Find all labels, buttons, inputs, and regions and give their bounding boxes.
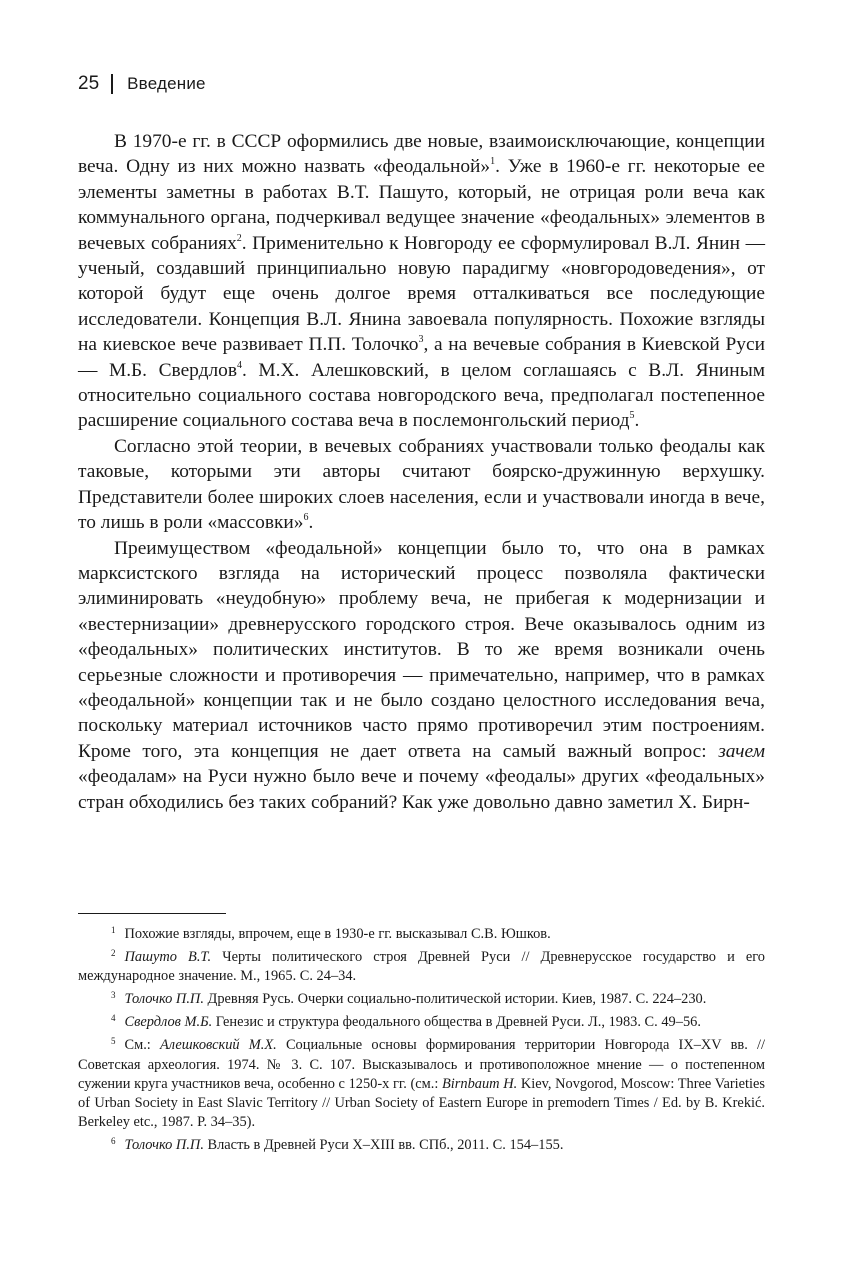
footnote-mark: 5 xyxy=(111,1036,116,1047)
paragraph-3 xyxy=(78,536,765,815)
footnote-6 xyxy=(78,1132,765,1155)
p1-text-f: . xyxy=(634,410,640,432)
p1-text-b: . Уже в 1960-е гг. некоторые ее элементы заметны в работах В.Т. Пашуто, который, не отрицая роли веча как коммунального органа, подчеркивал ведущее значение «феодальных» элементов в вечевых собраниях xyxy=(78,156,766,254)
footnote-text: Власть в Древней Руси X–XIII вв. СПб., 2011. С. 154–155. xyxy=(203,1136,564,1153)
footnote-text: Похожие взгляды, впрочем, еще в 1930-е гг. высказывал С.В. Юшков. xyxy=(124,926,551,942)
footnote-author-2: Birnbaum H. xyxy=(441,1075,518,1092)
p1-text-e: . М.Х. Алешковский, в целом соглашаясь с В.Л. Яниным относительно социального состава новгородского веча, предполагал постепенное расширение социального состава веча в послемонгольский период xyxy=(78,359,765,432)
paragraph-1 xyxy=(78,129,765,434)
footnote-author: Толочко П.П. xyxy=(124,991,204,1008)
footnote-3 xyxy=(78,986,765,1009)
footnote-mark: 1 xyxy=(111,925,116,935)
p1-text-a: В 1970-е гг. в СССР оформились две новые, взаимоисключающие, концепции веча. Одну из них можно назвать «феодальной» xyxy=(78,131,765,178)
main-text xyxy=(78,129,765,815)
footnote-1 xyxy=(78,921,765,944)
footnote-prefix: См.: xyxy=(124,1037,160,1054)
footnotes xyxy=(78,921,765,1155)
p1-text-c: . Применительно к Новгороду ее сформулировал В.Л. Янин — ученый, создавший принципиально новую парадигму «новгородоведения», от которой будут еще очень долгое время отталкиваться все последующие исследователи. Концепция В.Л. Янина завоевала популярность. Похожие взгляды на киевское вече развивает П.П. Толочко xyxy=(78,232,765,356)
p3-text-a: Преимуществом «феодальной» концепции было то, что она в рамках марксистского взгляда на исторический процесс позволяла фактически элиминировать «неудобную» проблему веча, не прибегая к модернизации и «вестернизации» древнерусского городского строя. Вече оказывалось одним из «феодальных» политических институтов. В то же время возникали очень серьезные сложности и противоречия — примечательно, например, что в рамках «феодальной» концепции так и не было создано целостного исследования веча, поскольку материал источников часто прямо противоречил этим построениям. Кроме того, эта концепция не дает ответа на самый важный вопрос: xyxy=(78,537,765,762)
footnote-2 xyxy=(78,944,765,986)
section-title: Введение xyxy=(127,74,206,93)
footnote-author: Толочко П.П. xyxy=(124,1136,204,1153)
footnote-5 xyxy=(78,1032,765,1131)
footnote-text-2: Kiev, Novgorod, Moscow: Three Varieties of Urban Society in East Slavic Territory // Urban Society of Eastern Europe in premodern Times / Ed. by B. Krekić. Berkeley etc., 1987. P. 34–35). xyxy=(78,1075,765,1130)
footnote-author: Свердлов М.Б. xyxy=(124,1014,213,1031)
footnote-ref-1[interactable]: 1 xyxy=(490,156,496,168)
p3-italic-word: зачем xyxy=(718,740,765,762)
page-number: 25 xyxy=(78,73,100,94)
footnote-mark: 6 xyxy=(111,1135,116,1146)
footnote-mark: 3 xyxy=(111,990,116,1001)
footnote-separator xyxy=(78,913,226,914)
footnote-ref-5[interactable]: 5 xyxy=(629,410,635,422)
footnote-text: Генезис и структура феодального общества в Древней Руси. Л., 1983. С. 49–56. xyxy=(212,1014,701,1031)
footnote-ref-4[interactable]: 4 xyxy=(237,359,243,371)
p2-text-b: . xyxy=(308,512,314,534)
paragraph-2 xyxy=(78,434,765,536)
footnote-4 xyxy=(78,1009,765,1032)
footnote-ref-6[interactable]: 6 xyxy=(303,512,309,524)
footnote-author: Пашуто В.Т. xyxy=(124,949,212,966)
footnote-mark: 4 xyxy=(111,1013,116,1024)
footnote-text: Социальные основы формирования территории Новгорода IX–XV вв. // Советская археология. 1974. № 3. С. 107. Высказывалось и противоположное мнение — о постепенном сужении круга участников веча, особенно с 1250-х гг. (см.: xyxy=(78,1037,765,1092)
footnote-text: Черты политического строя Древней Руси // Древнерусское государство и его международное значение. М., 1965. С. 24–34. xyxy=(78,949,766,985)
footnote-ref-3[interactable]: 3 xyxy=(418,334,424,346)
running-head xyxy=(78,72,206,96)
header-divider xyxy=(111,74,113,94)
footnote-author: Алешковский М.Х. xyxy=(159,1037,277,1054)
p1-text-d: , а на вечевые собрания в Киевской Руси — М.Б. Свердлов xyxy=(78,334,765,381)
footnote-text: Древняя Русь. Очерки социально-политической истории. Киев, 1987. С. 224–230. xyxy=(203,991,707,1008)
footnote-ref-2[interactable]: 2 xyxy=(236,232,242,244)
p3-text-b: «феодалам» на Руси нужно было вече и почему «феодалы» других «феодальных» стран обходились без таких собраний? Как уже довольно давно заметил Х. Бирн- xyxy=(78,766,765,813)
p2-text-a: Согласно этой теории, в вечевых собраниях участвовали только феодалы как таковые, которыми эти авторы считают боярско-дружинную верхушку. Представители более широких слоев населения, если и участвовали иногда в вече, то лишь в роли «массовки» xyxy=(78,435,765,534)
footnote-mark: 2 xyxy=(111,948,116,959)
